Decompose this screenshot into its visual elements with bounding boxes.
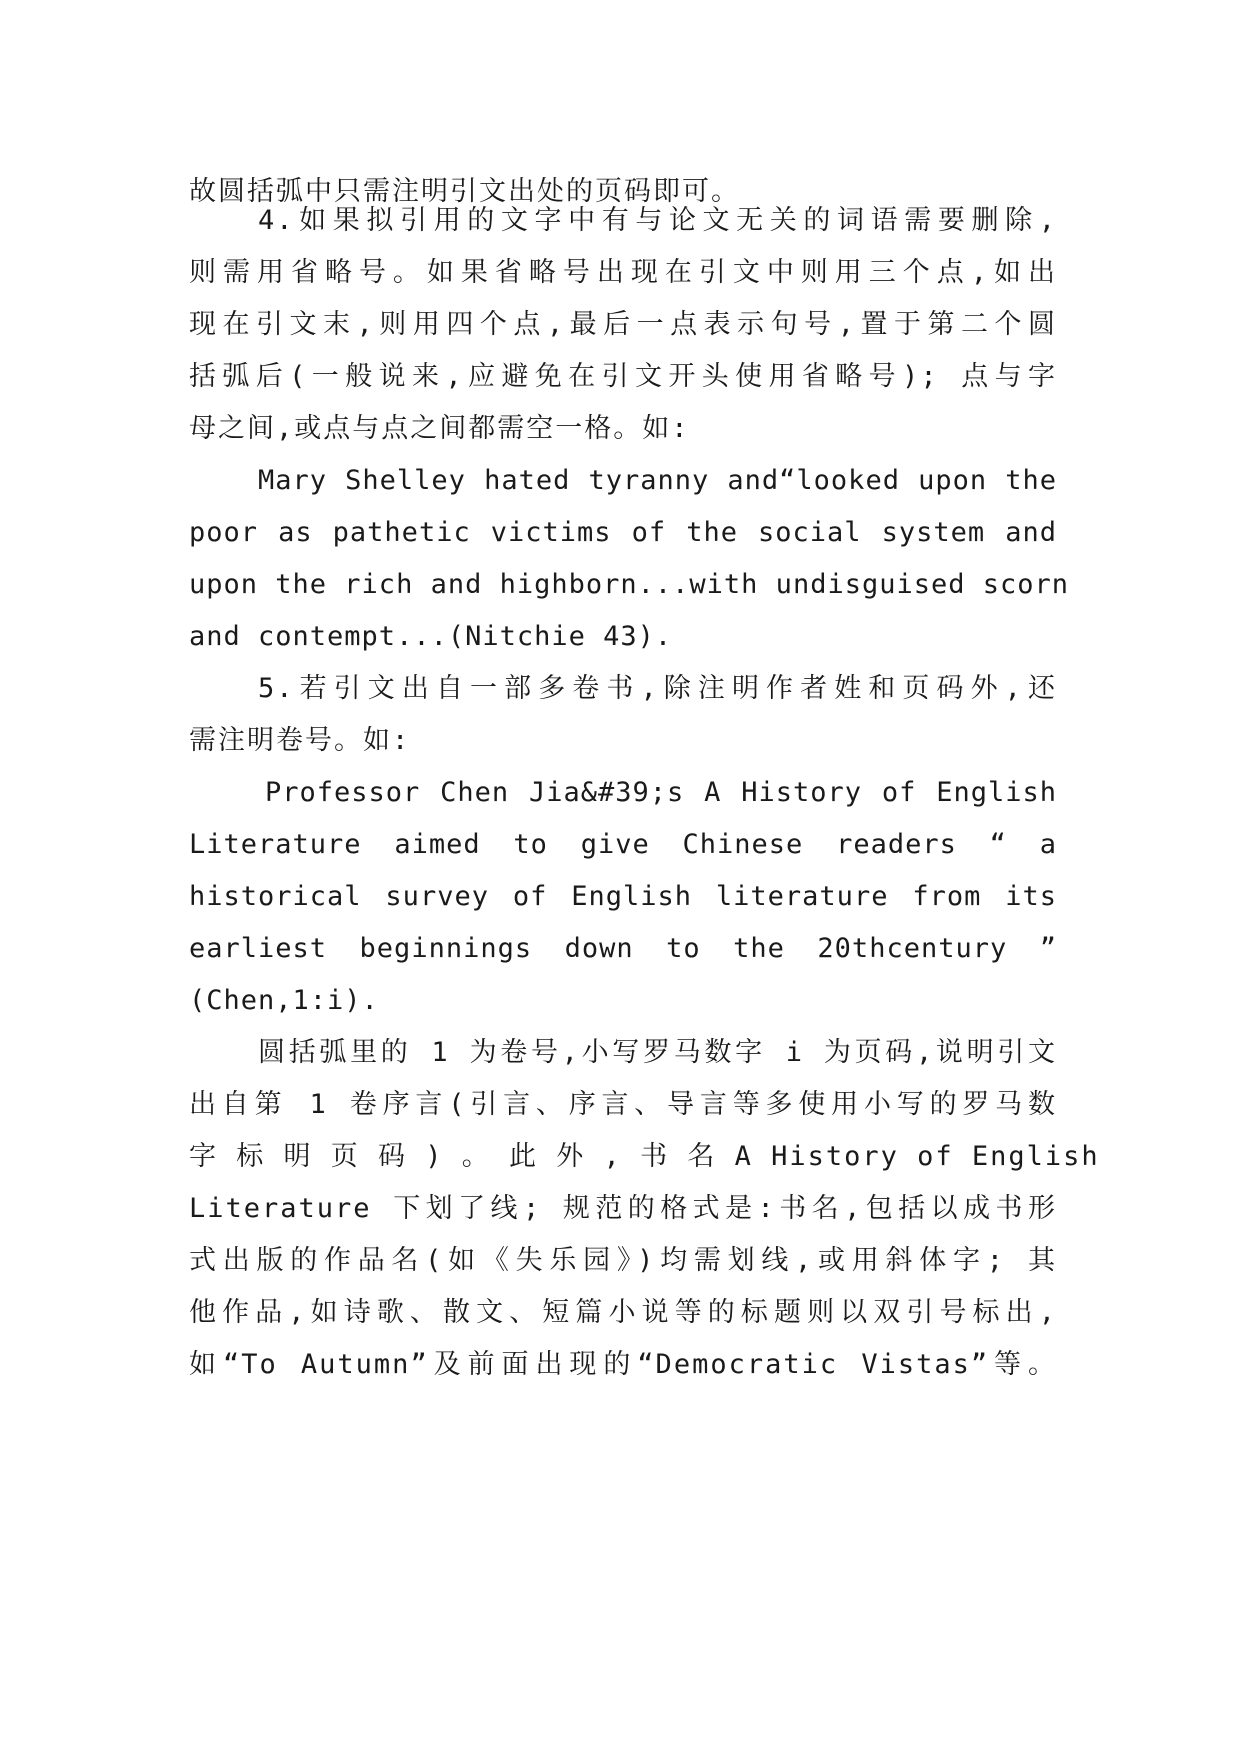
text-line-7: Mary Shelley hated tyranny and“looked upon the [258,465,1057,496]
text-line-21: Literature 下划了线; 规范的格式是:书名,包括以成书形 [189,1193,1057,1224]
text-line-14: Literature aimed to give Chinese readers “ a [189,829,1057,860]
text-line-24: 如“To Autumn”及前面出现的“Democratic Vistas”等。 [189,1349,1057,1380]
text-line-15: historical survey of English literature from its [189,881,1057,912]
text-line-13: Professor Chen Jia&#39;s A History of English [265,777,1057,808]
text-line-4: 现在引文末,则用四个点,最后一点表示句号,置于第二个圆 [189,309,1057,340]
text-line-16: earliest beginnings down to the 20thcentury ” [189,933,1057,964]
text-line-6: 母之间,或点与点之间都需空一格。如: [189,413,690,444]
text-line-1: 故圆括弧中只需注明引文出处的页码即可。 [189,176,740,207]
text-line-3: 则需用省略号。如果省略号出现在引文中则用三个点,如出 [189,257,1057,288]
text-line-8: poor as pathetic victims of the social system and [189,517,1057,548]
text-line-10: and contempt...(Nitchie 43). [189,621,673,652]
text-line-11: 5.若引文出自一部多卷书,除注明作者姓和页码外,还 [258,673,1057,704]
text-line-23: 他作品,如诗歌、散文、短篇小说等的标题则以双引号标出, [189,1297,1057,1328]
text-line-18: 圆括弧里的 1 为卷号,小写罗马数字 i 为页码,说明引文 [258,1037,1057,1068]
text-line-19: 出自第 1 卷序言(引言、序言、导言等多使用小写的罗马数 [189,1089,1057,1120]
text-line-9: upon the rich and highborn...with undisguised scorn [189,569,1070,600]
text-line-12: 需注明卷号。如: [189,725,411,756]
text-line-5: 括弧后(一般说来,应避免在引文开头使用省略号); 点与字 [189,361,1057,392]
text-line-17: (Chen,1:i). [189,985,379,1016]
text-line-20: 字 标 明 页 码 ) 。 此 外 , 书 名 A History of English [189,1141,1100,1172]
text-line-22: 式出版的作品名(如《失乐园》)均需划线,或用斜体字; 其 [189,1245,1057,1276]
text-line-2: 4.如果拟引用的文字中有与论文无关的词语需要删除, [258,205,1057,236]
